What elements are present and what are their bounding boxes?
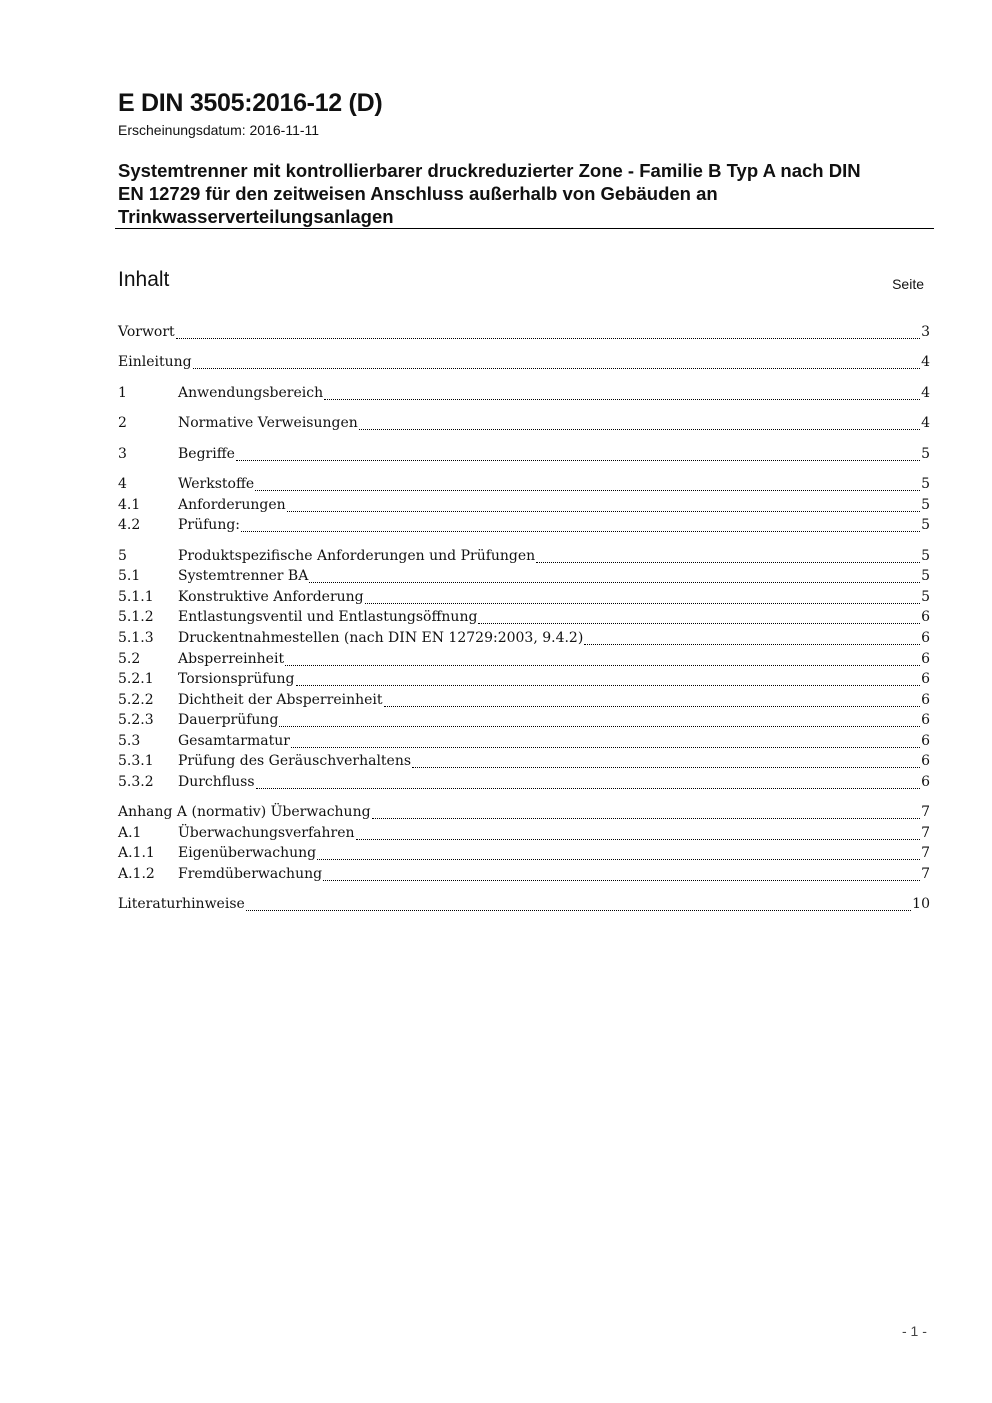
toc-leader-dots [236, 459, 920, 461]
toc-entry-title: Werkstoffe [178, 476, 255, 492]
toc-entry[interactable] [118, 415, 930, 435]
toc-entry-title: Normative Verweisungen [178, 415, 358, 431]
toc-entry-title: Prüfung: [178, 517, 241, 533]
toc-entry-page: 6 [921, 692, 930, 708]
toc-leader-dots [309, 581, 920, 583]
toc-entry-number: A.1.2 [118, 866, 155, 882]
toc-entry-title: Absperreinheit [178, 651, 285, 667]
toc-leader-dots [323, 879, 920, 881]
toc-entry-number: 5.1.3 [118, 630, 154, 646]
toc-entry-number: 5.3 [118, 733, 141, 749]
toc-entry-page: 5 [921, 589, 930, 605]
toc-entry[interactable] [118, 568, 930, 588]
toc-entry-title: Torsionsprüfung [178, 671, 295, 687]
toc-leader-dots [359, 428, 920, 430]
toc-entry-title: Eigenüberwachung [178, 845, 317, 861]
toc-entry[interactable] [118, 671, 930, 691]
toc-entry[interactable] [118, 712, 930, 732]
publication-date: Erscheinungsdatum: 2016-11-11 [118, 122, 320, 138]
toc-entry[interactable] [118, 825, 930, 845]
toc-entry[interactable] [118, 651, 930, 671]
toc-entry-title: Überwachungsverfahren [178, 825, 355, 841]
toc-entry[interactable] [118, 354, 930, 374]
toc-entry-page: 7 [921, 845, 930, 861]
toc-entry-page: 5 [921, 548, 930, 564]
toc-entry-title: Prüfung des Geräuschverhaltens [178, 753, 412, 769]
toc-entry-number: 3 [118, 446, 127, 462]
toc-entry[interactable] [118, 324, 930, 344]
toc-entry-page: 5 [921, 476, 930, 492]
toc-entry[interactable] [118, 476, 930, 496]
toc-entry-page: 7 [921, 825, 930, 841]
toc-entry-number: 2 [118, 415, 127, 431]
toc-entry-page: 7 [921, 866, 930, 882]
toc-entry-number: 5.2 [118, 651, 141, 667]
toc-leader-dots [584, 643, 920, 645]
title-line: Systemtrenner mit kontrollierbarer druckreduzierter Zone - Familie B Typ A nach DIN [118, 160, 861, 181]
toc-entry-number: 5.2.1 [118, 671, 154, 687]
toc-entry-number: 5.1 [118, 568, 141, 584]
toc-entry-page: 10 [912, 896, 930, 912]
toc-entry-page: 6 [921, 774, 930, 790]
toc-leader-dots [255, 489, 920, 491]
toc-entry-page: 6 [921, 712, 930, 728]
toc-entry-number: 5.3.1 [118, 753, 154, 769]
toc-leader-dots [193, 367, 921, 369]
document-title [118, 159, 938, 228]
toc-entry-title: Gesamtarmatur [178, 733, 290, 749]
toc-entry-number: 5.1.1 [118, 589, 154, 605]
toc-entry-page: 6 [921, 651, 930, 667]
toc-leader-dots [324, 398, 920, 400]
toc-entry[interactable] [118, 866, 930, 886]
toc-leader-dots [246, 909, 911, 911]
toc-entry[interactable] [118, 630, 930, 650]
toc-entry[interactable] [118, 896, 930, 916]
title-line: EN 12729 für den zeitweisen Anschluss außerhalb von Gebäuden an [118, 183, 718, 204]
title-line: Trinkwasserverteilungsanlagen [118, 206, 394, 227]
toc-leader-dots [372, 817, 921, 819]
toc-entry-title: Anhang A (normativ) Überwachung [118, 804, 371, 820]
toc-leader-dots [287, 510, 920, 512]
toc-leader-dots [536, 561, 920, 563]
toc-entry-number: 4.1 [118, 497, 141, 513]
toc-entry[interactable] [118, 753, 930, 773]
toc-entry[interactable] [118, 517, 930, 537]
toc-entry-page: 5 [921, 568, 930, 584]
toc-entry[interactable] [118, 548, 930, 568]
toc-entry-number: 5.3.2 [118, 774, 154, 790]
toc-leader-dots [176, 337, 920, 339]
toc-entry-page: 6 [921, 671, 930, 687]
toc-entry[interactable] [118, 589, 930, 609]
toc-entry-title: Literaturhinweise [118, 896, 245, 912]
toc-leader-dots [241, 530, 920, 532]
toc-entry-number: A.1 [118, 825, 142, 841]
toc-entry-title: Begriffe [178, 446, 235, 462]
toc-entry-title: Vorwort [118, 324, 175, 340]
toc-entry[interactable] [118, 446, 930, 466]
toc-leader-dots [256, 787, 921, 789]
toc-leader-dots [412, 766, 920, 768]
page-column-label: Seite [892, 276, 924, 292]
toc-entry[interactable] [118, 497, 930, 517]
toc-entry-title: Fremdüberwachung [178, 866, 323, 882]
toc-leader-dots [384, 705, 921, 707]
toc-leader-dots [365, 602, 920, 604]
toc-entry-title: Anforderungen [178, 497, 286, 513]
toc-entry-page: 6 [921, 609, 930, 625]
toc-heading: Inhalt [118, 268, 170, 291]
title-divider [115, 228, 934, 229]
document-id: E DIN 3505:2016-12 (D) [118, 89, 383, 117]
toc-entry-page: 5 [921, 446, 930, 462]
toc-entry-number: 5.2.2 [118, 692, 154, 708]
toc-entry-number: 5.2.3 [118, 712, 154, 728]
toc-leader-dots [291, 746, 920, 748]
toc-entry-page: 6 [921, 630, 930, 646]
toc-entry-page: 4 [921, 385, 930, 401]
toc-leader-dots [285, 664, 920, 666]
toc-leader-dots [317, 858, 920, 860]
toc-entry-page: 4 [921, 354, 930, 370]
toc-entry[interactable] [118, 733, 930, 753]
toc-entry-number: 1 [118, 385, 127, 401]
toc-entry[interactable] [118, 845, 930, 865]
toc-entry-number: 5.1.2 [118, 609, 154, 625]
toc-entry-page: 6 [921, 733, 930, 749]
toc-entry[interactable] [118, 609, 930, 629]
toc-entry[interactable] [118, 804, 930, 824]
toc-entry-title: Dauerprüfung [178, 712, 279, 728]
toc-entry-title: Produktspezifische Anforderungen und Prüfungen [178, 548, 536, 564]
toc-entry-page: 7 [921, 804, 930, 820]
toc-leader-dots [296, 684, 921, 686]
toc-entry-page: 4 [921, 415, 930, 431]
toc-entry-title: Dichtheit der Absperreinheit [178, 692, 383, 708]
toc-entry-title: Einleitung [118, 354, 192, 370]
toc-entry-number: A.1.1 [118, 845, 155, 861]
toc-entry-number: 5 [118, 548, 127, 564]
toc-entry-title: Entlastungsventil und Entlastungsöffnung [178, 609, 478, 625]
toc-leader-dots [478, 622, 920, 624]
toc-leader-dots [279, 725, 920, 727]
toc-entry-title: Systemtrenner BA [178, 568, 309, 584]
toc-entry[interactable] [118, 385, 930, 405]
toc-entry-page: 5 [921, 497, 930, 513]
toc-entry-title: Druckentnahmestellen (nach DIN EN 12729:2003, 9.4.2) [178, 630, 584, 646]
page-number: - 1 - [902, 1323, 927, 1339]
toc-entry-title: Anwendungsbereich [178, 385, 324, 401]
toc-entry[interactable] [118, 692, 930, 712]
toc-entry[interactable] [118, 774, 930, 794]
toc-entry-number: 4 [118, 476, 127, 492]
toc-entry-page: 5 [921, 517, 930, 533]
toc-entry-page: 6 [921, 753, 930, 769]
toc-entry-title: Durchfluss [178, 774, 255, 790]
toc-entry-page: 3 [921, 324, 930, 340]
toc-entry-title: Konstruktive Anforderung [178, 589, 364, 605]
toc-leader-dots [356, 838, 921, 840]
toc-entry-number: 4.2 [118, 517, 141, 533]
